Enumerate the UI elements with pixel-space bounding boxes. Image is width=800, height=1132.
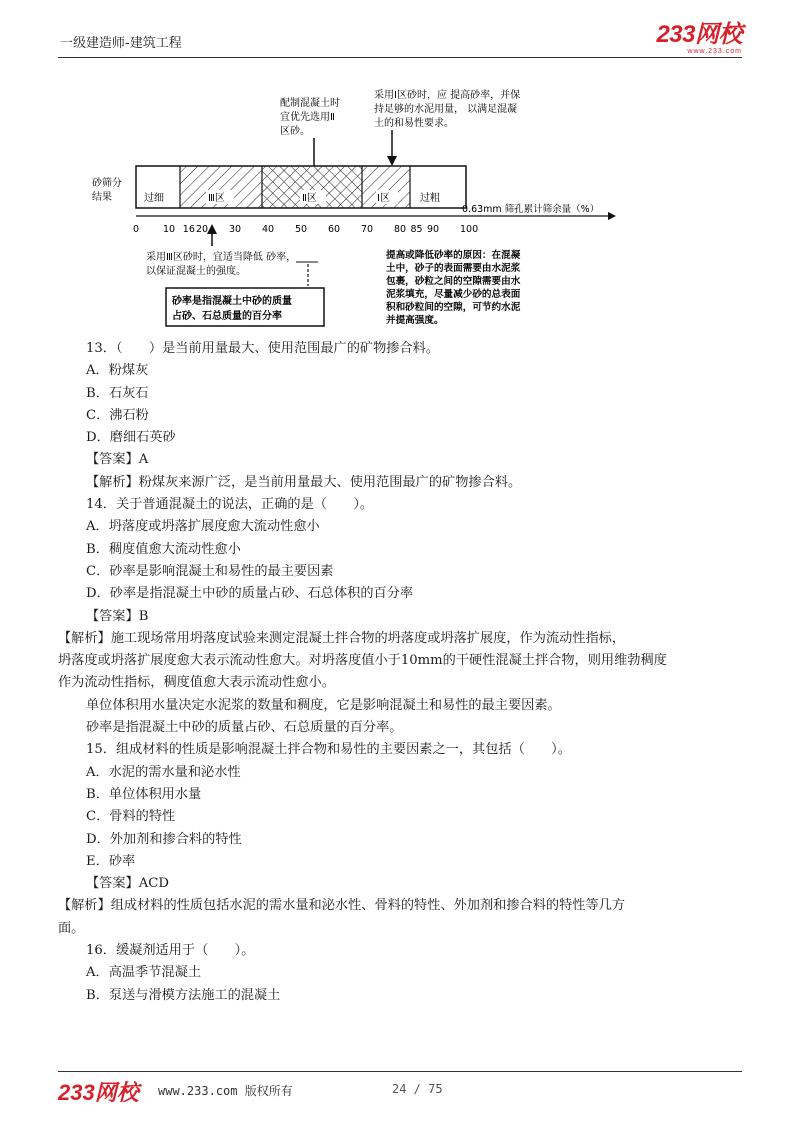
note-zone3-line: 以保证混凝土的强度。 — [146, 266, 246, 277]
logo-url: www.233.com — [687, 48, 742, 55]
reason-note — [385, 249, 521, 326]
q16-option: A．高温季节混凝土 — [86, 965, 202, 981]
q13-option: C．沸石粉 — [86, 407, 149, 423]
segment-label-too-fine: 过细 — [144, 193, 164, 204]
q13-stem: 13．（ ）是当前用量最大、使用范围最广的矿物掺合料。 — [86, 341, 440, 356]
segment-label-too-coarse: 过粗 — [420, 193, 440, 204]
q15-option: B．单位体积用水量 — [86, 786, 202, 802]
q14-stem: 14．关于普通混凝土的说法，正确的是（ ）。 — [86, 497, 374, 513]
page-number: 24 / 75 — [392, 1082, 443, 1096]
brand-logo — [656, 22, 742, 55]
x-tick-label: 100 — [460, 224, 479, 235]
q15-stem: 15．组成材料的性质是影响混凝土拌合物和易性的主要因素之一，其包括（ ）。 — [86, 742, 571, 758]
note-zone2-line: 宜优先选用Ⅱ — [280, 112, 335, 123]
q14-analysis: 坍落度或坍落扩展度愈大表示流动性愈大。对坍落度值小于10mm的干硬性混凝土拌合物，则用维勃稠度 — [58, 653, 667, 669]
note-zone1 — [374, 88, 520, 129]
logo-text: 233网校 — [656, 21, 742, 48]
x-tick-label: 20 — [196, 224, 209, 235]
q15-option: D．外加剂和掺合料的特性 — [86, 831, 242, 847]
x-tick-label: 0 — [133, 224, 140, 235]
q14-option: C．砂率是影响混凝土和易性的最主要因素 — [86, 563, 334, 579]
q14-analysis: 【解析】施工现场常用坍落度试验来测定混凝土拌合物的坍落度或坍落扩展度，作为流动性指标， — [58, 630, 626, 646]
page-footer — [58, 1076, 742, 1106]
reason-line: 并提高强度。 — [386, 315, 444, 326]
footer-divider — [58, 1071, 742, 1072]
q15-option: C．骨料的特性 — [86, 809, 176, 825]
box-note-line: 砂率是指混凝土中砂的质量 — [172, 296, 292, 307]
note-zone1-line: 土的和易性要求。 — [374, 118, 454, 129]
q14-analysis: 作为流动性指标，稠度值愈大表示流动性愈小。 — [58, 675, 335, 691]
x-tick-label: 70 — [361, 224, 374, 235]
reason-line: 土中，砂子的表面需要由水泥浆 — [386, 263, 521, 274]
note-zone3 — [146, 250, 296, 277]
segment-label-zone2: Ⅱ区 — [302, 193, 317, 204]
x-tick-label: 85 — [410, 224, 423, 235]
x-axis-title: 0.63mm 筛孔累计筛余量（%） — [462, 204, 600, 215]
reason-line: 泥浆填充，尽量减少砂的总表面 — [386, 289, 521, 300]
x-tick-label: 40 — [262, 224, 275, 235]
axis-label: 砂筛分 — [92, 178, 122, 189]
footer-logo: 233网校 — [58, 1080, 139, 1105]
sand-grading-diagram — [86, 74, 646, 336]
segment-label-zone3: Ⅲ区 — [208, 193, 225, 204]
q16-option: B．泵送与滑模方法施工的混凝土 — [86, 987, 281, 1003]
q13-answer: 【答案】A — [86, 452, 149, 468]
q13-analysis: 【解析】粉煤灰来源广泛，是当前用量最大、使用范围最广的矿物掺合料。 — [86, 474, 522, 490]
q15-option: A．水泥的需水量和泌水性 — [86, 764, 241, 780]
x-tick-label: 60 — [328, 224, 341, 235]
x-tick-label: 16 — [182, 224, 195, 235]
q14-analysis: 砂率是指混凝土中砂的质量占砂、石总质量的百分率。 — [86, 720, 403, 736]
x-tick-label: 50 — [295, 224, 308, 235]
note-zone2-line: 区砂。 — [280, 126, 310, 137]
question-content — [58, 338, 726, 1007]
x-axis-ticks — [133, 224, 478, 235]
q15-answer: 【答案】ACD — [86, 876, 169, 892]
q15-analysis: 【解析】组成材料的性质包括水泥的需水量和泌水性、骨料的特性、外加剂和掺合料的特性等几方 — [58, 898, 626, 914]
q14-answer: 【答案】B — [86, 608, 149, 624]
segment-label-zone1: Ⅰ区 — [377, 193, 390, 204]
reason-line: 积和砂粒间的空隙，可节约水泥 — [386, 302, 521, 313]
header-divider — [58, 57, 742, 58]
page-header — [58, 22, 742, 60]
q13-option: A．粉煤灰 — [86, 363, 149, 379]
note-zone1-line: 采用Ⅰ区砂时，应 提高砂率，并保 — [374, 90, 521, 101]
q14-option: A．坍落度或坍落扩展度愈大流动性愈小 — [86, 519, 320, 535]
x-tick-label: 80 — [394, 224, 407, 235]
q14-option: D．砂率是指混凝土中砂的质量占砂、石总体积的百分率 — [86, 586, 414, 602]
note-zone2-line: 配制混凝土时 — [280, 98, 340, 109]
q14-analysis: 单位体积用水量决定水泥浆的数量和稠度，它是影响混凝土和易性的最主要因素。 — [86, 697, 561, 713]
axis-label: 结果 — [92, 192, 112, 203]
note-zone2 — [280, 96, 340, 137]
q13-option: B．石灰石 — [86, 385, 149, 401]
footer-copyright[interactable]: www.233.com 版权所有 — [158, 1084, 293, 1098]
x-tick-label: 10 — [163, 224, 176, 235]
x-tick-label: 90 — [427, 224, 440, 235]
reason-line: 提高或降低砂率的原因：在混凝 — [386, 250, 521, 261]
q14-option: B．稠度值愈大流动性愈小 — [86, 541, 241, 557]
note-zone1-line: 持足够的水泥用量， 以满足混凝 — [374, 104, 518, 115]
x-tick-label: 30 — [229, 224, 242, 235]
q13-option: D．磨细石英砂 — [86, 430, 176, 446]
q15-option: E．砂率 — [86, 853, 136, 869]
box-note-line: 占砂、石总质量的百分率 — [172, 311, 282, 322]
document-title: 一级建造师-建筑工程 — [60, 36, 182, 51]
reason-line: 包裹，砂粒之间的空隙需要由水 — [386, 276, 521, 287]
q16-stem: 16．缓凝剂适用于（ ）。 — [86, 943, 255, 959]
q15-analysis: 面。 — [58, 920, 85, 936]
note-zone3-line: 采用Ⅲ区砂时，宜适当降低 砂率， — [146, 252, 297, 263]
arrow-zone1 — [387, 156, 397, 166]
